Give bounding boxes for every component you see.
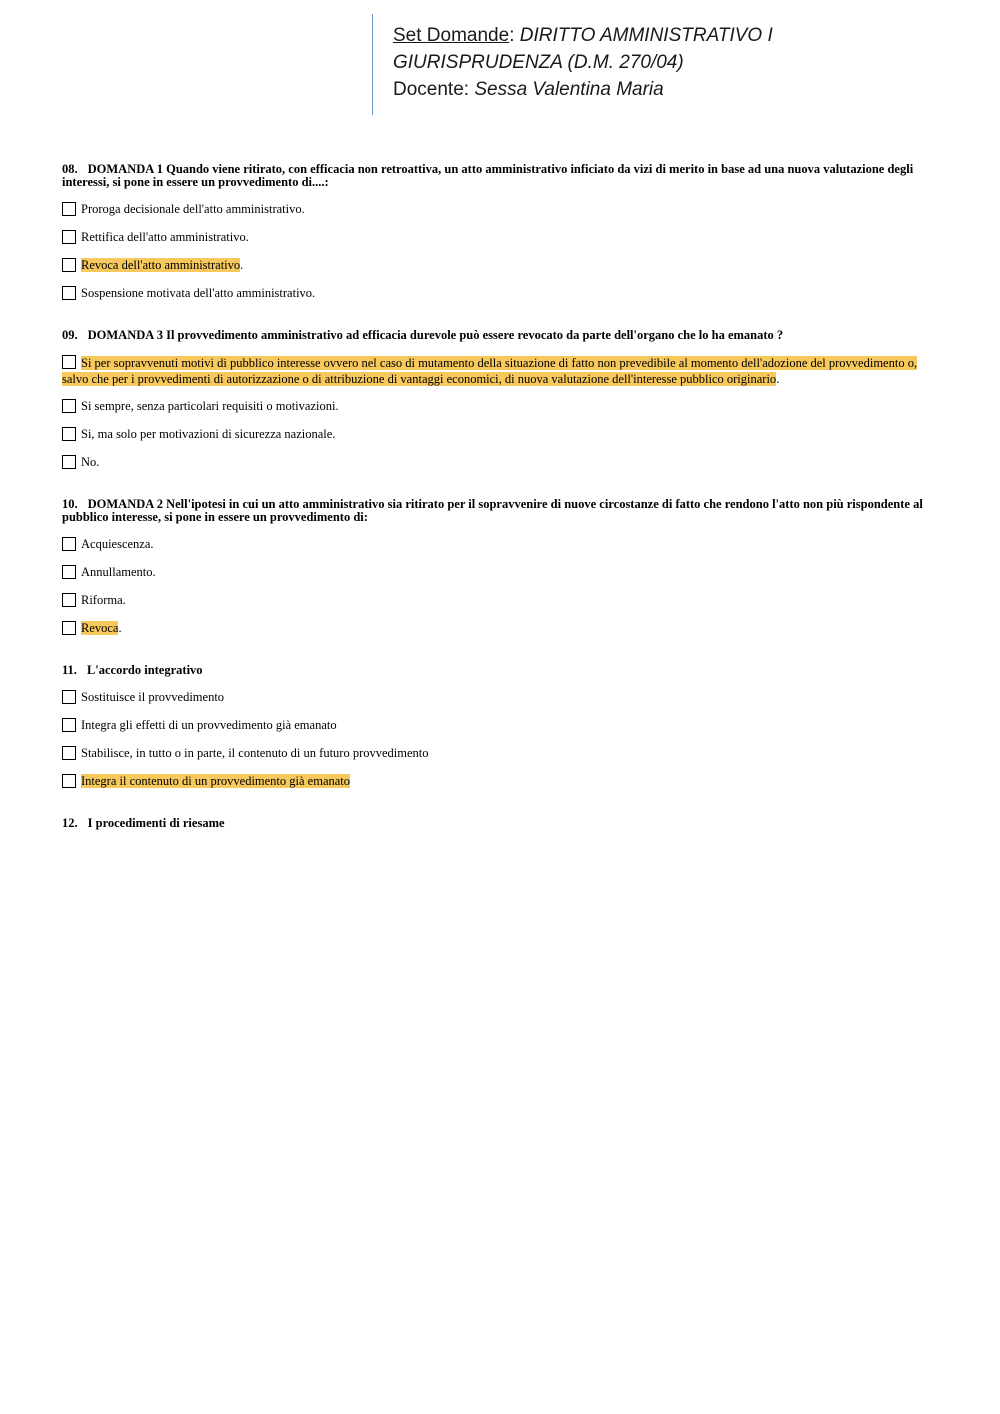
answer-option[interactable] <box>62 690 938 705</box>
question-text: DOMANDA 2 Nell'ipotesi in cui un atto amministrativo sia ritirato per il sopravvenire di nuove circostanze di fatto che rendono l'atto non più rispondente al pubblico interesse, si pone in essere un provvedimento di: <box>62 497 923 524</box>
option-suffix: . <box>776 372 780 386</box>
option-text: Stabilisce, in tutto o in parte, il contenuto di un futuro provvedimento <box>81 746 429 760</box>
question-title <box>62 163 938 189</box>
answer-option-correct[interactable] <box>62 621 938 636</box>
checkbox[interactable] <box>62 230 76 244</box>
set-domande-separator: : <box>509 25 515 46</box>
option-text-highlighted: Revoca <box>81 621 119 635</box>
answer-option[interactable] <box>62 746 938 761</box>
course-subtitle: GIURISPRUDENZA (D.M. 270/04) <box>393 52 684 73</box>
checkbox[interactable] <box>62 286 76 300</box>
option-text: Riforma. <box>81 593 126 607</box>
checkbox[interactable] <box>62 593 76 607</box>
checkbox[interactable] <box>62 355 76 369</box>
option-text: Rettifica dell'atto amministrativo. <box>81 230 249 244</box>
checkbox[interactable] <box>62 202 76 216</box>
answer-option[interactable] <box>62 399 938 414</box>
option-text-highlighted: Revoca dell'atto amministrativo <box>81 258 241 272</box>
checkbox[interactable] <box>62 565 76 579</box>
docente-line <box>393 76 812 103</box>
answer-option-correct[interactable] <box>62 258 938 273</box>
option-text: Sospensione motivata dell'atto amministrativo. <box>81 286 316 300</box>
set-domande-line <box>393 22 812 49</box>
option-suffix: . <box>240 258 244 272</box>
answer-option-correct[interactable] <box>62 355 938 387</box>
answer-option[interactable] <box>62 537 938 552</box>
option-text: Acquiescenza. <box>81 537 154 551</box>
question-number: 11. <box>62 663 77 677</box>
option-text-highlighted: Integra il contenuto di un provvedimento già emanato <box>81 774 351 788</box>
question-title <box>62 817 938 830</box>
option-text: Si sempre, senza particolari requisiti o motivazioni. <box>81 399 339 413</box>
answer-option[interactable] <box>62 593 938 608</box>
option-text: No. <box>81 455 100 469</box>
checkbox[interactable] <box>62 746 76 760</box>
option-text-highlighted: Si per sopravvenuti motivi di pubblico interesse ovvero nel caso di mutamento della situazione di fatto non prevedibile al momento dell'adozione del provvedimento o, salvo che per i provvedimenti di autorizzazione o di attribuzione di vantaggi economici, di nuova valutazione dell'interesse pubblico originario <box>62 356 918 386</box>
question-08 <box>62 163 938 301</box>
question-09 <box>62 329 938 470</box>
answer-option[interactable] <box>62 455 938 470</box>
question-title <box>62 498 938 524</box>
docente-label: Docente: <box>393 79 470 100</box>
question-text: L'accordo integrativo <box>86 663 203 677</box>
option-text: Integra gli effetti di un provvedimento già emanato <box>81 718 337 732</box>
answer-option[interactable] <box>62 230 938 245</box>
option-text: Annullamento. <box>81 565 156 579</box>
option-text: Sostituisce il provvedimento <box>81 690 225 704</box>
option-text: Si, ma solo per motivazioni di sicurezza nazionale. <box>81 427 336 441</box>
question-number: 08. <box>62 162 78 176</box>
question-12 <box>62 817 938 830</box>
document-header <box>372 14 812 115</box>
docente-name: Sessa Valentina Maria <box>474 79 664 100</box>
checkbox[interactable] <box>62 258 76 272</box>
question-title <box>62 664 938 677</box>
checkbox[interactable] <box>62 718 76 732</box>
checkbox[interactable] <box>62 455 76 469</box>
checkbox[interactable] <box>62 537 76 551</box>
course-title: DIRITTO AMMINISTRATIVO I <box>519 25 773 46</box>
question-number: 12. <box>62 816 78 830</box>
checkbox[interactable] <box>62 621 76 635</box>
question-number: 10. <box>62 497 78 511</box>
answer-option[interactable] <box>62 427 938 442</box>
answer-option-correct[interactable] <box>62 774 938 789</box>
set-domande-label: Set Domande <box>393 25 510 46</box>
question-text: DOMANDA 1 Quando viene ritirato, con efficacia non retroattiva, un atto amministrativo inficiato da vizi di merito in base ad una nuova valutazione degli interessi, si pone in essere un provvedimento di....: <box>62 162 914 189</box>
question-text: DOMANDA 3 Il provvedimento amministrativo ad efficacia durevole può essere revocato da parte dell'organo che lo ha emanato ? <box>87 328 784 342</box>
checkbox[interactable] <box>62 427 76 441</box>
answer-option[interactable] <box>62 718 938 733</box>
option-suffix: . <box>118 621 122 635</box>
question-number: 09. <box>62 328 78 342</box>
option-text: Proroga decisionale dell'atto amministrativo. <box>81 202 305 216</box>
question-list <box>62 163 938 858</box>
answer-option[interactable] <box>62 202 938 217</box>
question-10 <box>62 498 938 636</box>
answer-option[interactable] <box>62 565 938 580</box>
question-11 <box>62 664 938 789</box>
answer-option[interactable] <box>62 286 938 301</box>
checkbox[interactable] <box>62 399 76 413</box>
question-title <box>62 329 938 342</box>
checkbox[interactable] <box>62 690 76 704</box>
question-text: I procedimenti di riesame <box>87 816 225 830</box>
checkbox[interactable] <box>62 774 76 788</box>
